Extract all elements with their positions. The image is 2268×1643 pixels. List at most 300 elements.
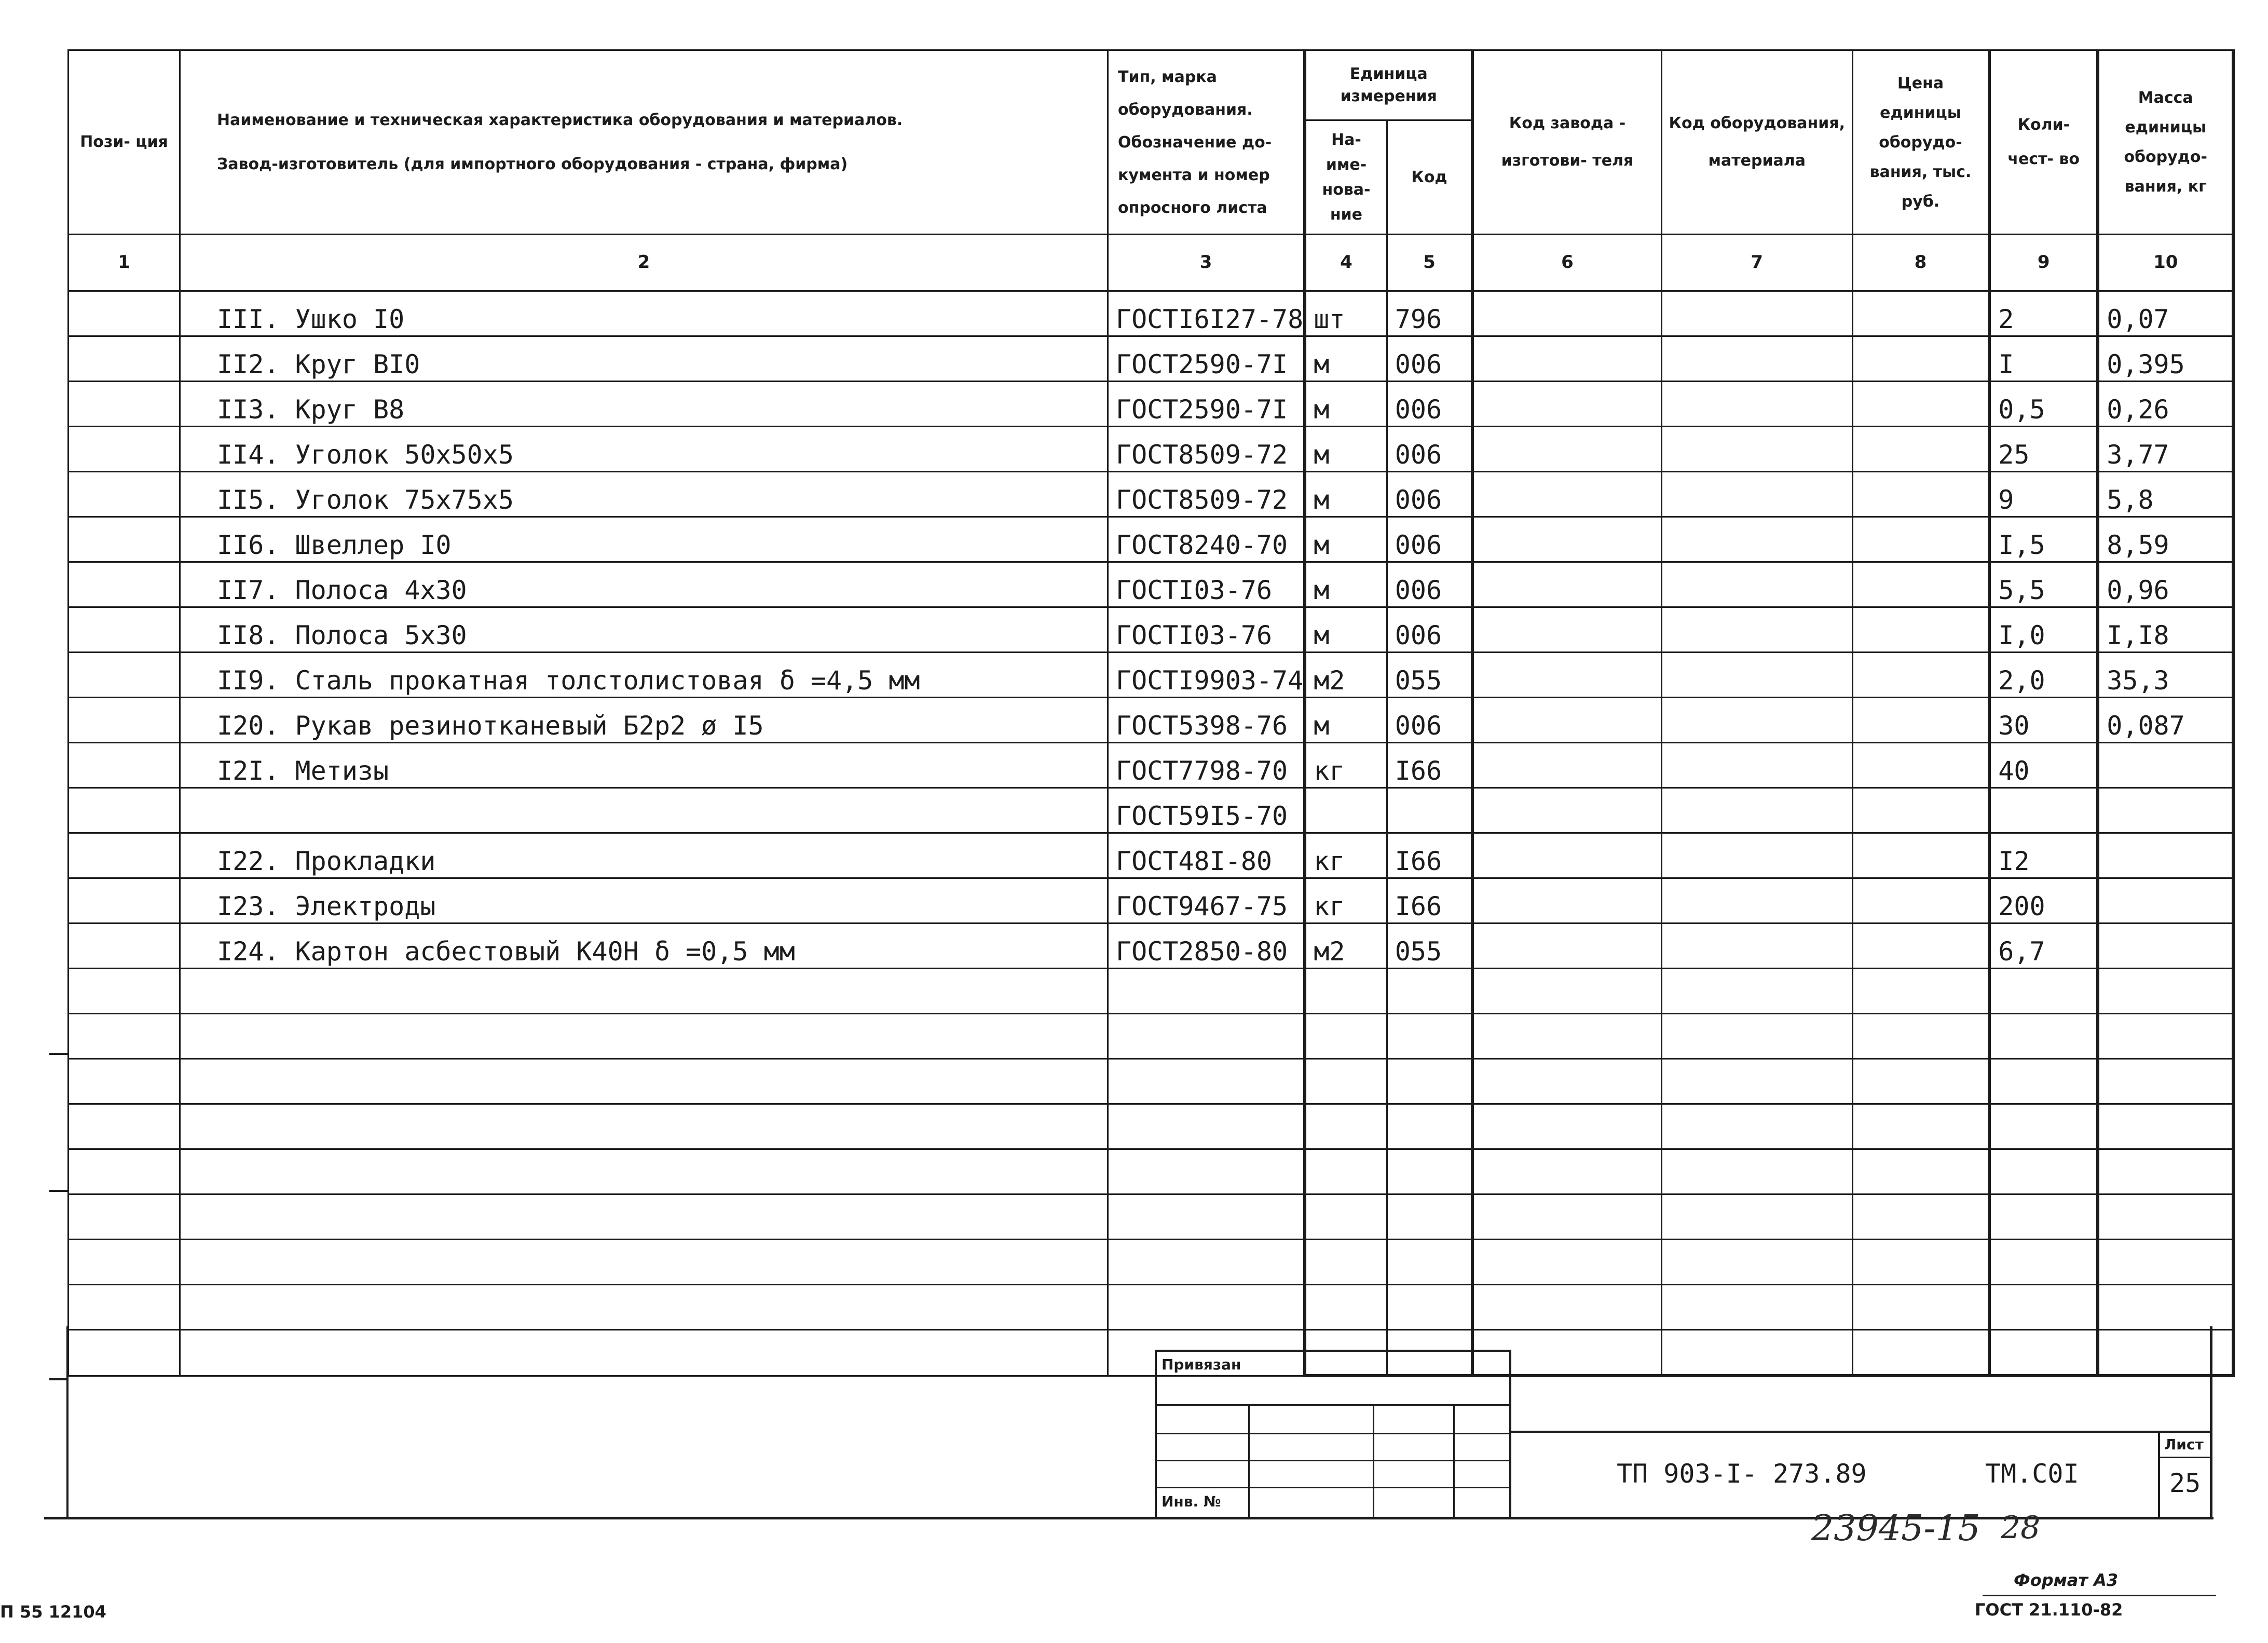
cell-unit-code	[1387, 1104, 1472, 1149]
cell-position	[69, 336, 180, 382]
colnum-1: 1	[69, 235, 180, 291]
cell-position	[69, 1059, 180, 1104]
cell-mass: 0,07	[2098, 291, 2233, 336]
cell-position	[69, 788, 180, 833]
margin-tick	[49, 1190, 67, 1192]
cell-equipment-code	[1661, 562, 1852, 607]
cell-unit	[1305, 1330, 1387, 1376]
cell-doc: ГОСТ2590-7I	[1108, 382, 1305, 427]
cell-unit-code: 006	[1387, 427, 1472, 472]
cell-doc	[1108, 1285, 1305, 1330]
cell-name	[180, 788, 1108, 833]
cell-unit-code: I66	[1387, 878, 1472, 924]
cell-quantity	[1989, 1014, 2098, 1059]
cell-equipment-code	[1661, 878, 1852, 924]
cell-unit	[1305, 969, 1387, 1014]
cell-name	[180, 1149, 1108, 1194]
cell-unit	[1305, 1104, 1387, 1149]
cell-position	[69, 924, 180, 969]
table-row	[69, 291, 2234, 336]
cell-unit: м	[1305, 517, 1387, 562]
specification-table	[67, 49, 2235, 1377]
cell-equipment-code	[1661, 382, 1852, 427]
cell-doc	[1108, 1014, 1305, 1059]
cell-unit-code: 006	[1387, 382, 1472, 427]
cell-unit	[1305, 1149, 1387, 1194]
cell-name: II6. Швеллер I0	[180, 517, 1108, 562]
cell-position	[69, 472, 180, 517]
cell-equipment-code	[1661, 427, 1852, 472]
print-code: П 55 12104	[0, 1602, 106, 1622]
cell-unit-code: 006	[1387, 517, 1472, 562]
header-factory-code: Код завода - изготови- теля	[1472, 50, 1661, 235]
cell-quantity	[1989, 1285, 2098, 1330]
cell-factory-code	[1472, 607, 1661, 653]
privyazan-label: Привязан	[1162, 1356, 1241, 1373]
cell-quantity: I2	[1989, 833, 2098, 878]
codeblock-top	[1510, 1431, 2212, 1433]
cell-unit-code: 055	[1387, 653, 1472, 698]
cell-name: II5. Уголок 75x75x5	[180, 472, 1108, 517]
cell-unit-code: 796	[1387, 291, 1472, 336]
cell-unit	[1305, 788, 1387, 833]
cell-factory-code	[1472, 562, 1661, 607]
cell-doc	[1108, 1149, 1305, 1194]
cell-quantity: 0,5	[1989, 382, 2098, 427]
cell-unit: м	[1305, 698, 1387, 743]
cell-equipment-code	[1661, 1149, 1852, 1194]
cell-mass: 5,8	[2098, 472, 2233, 517]
cell-unit	[1305, 1014, 1387, 1059]
cell-price	[1852, 1285, 1989, 1330]
cell-doc: ГОСТI03-76	[1108, 607, 1305, 653]
cell-position	[69, 607, 180, 653]
cell-unit-code	[1387, 1194, 1472, 1240]
cell-factory-code	[1472, 1330, 1661, 1376]
table-row	[69, 427, 2234, 472]
header-equipment-code: Код оборудования, материала	[1661, 50, 1852, 235]
cell-doc: ГОСТ8509-72	[1108, 472, 1305, 517]
cell-position	[69, 517, 180, 562]
cell-quantity: I,0	[1989, 607, 2098, 653]
cell-quantity	[1989, 969, 2098, 1014]
cell-price	[1852, 607, 1989, 653]
cell-quantity	[1989, 1194, 2098, 1240]
cell-mass: 0,96	[2098, 562, 2233, 607]
cell-mass	[2098, 1149, 2233, 1194]
cell-equipment-code	[1661, 336, 1852, 382]
cell-doc: ГОСТ7798-70	[1108, 743, 1305, 788]
margin-tick	[49, 1053, 67, 1055]
cell-mass: 8,59	[2098, 517, 2233, 562]
frame-right	[2210, 1326, 2212, 1518]
cell-name	[180, 969, 1108, 1014]
cell-price	[1852, 472, 1989, 517]
cell-quantity: 2	[1989, 291, 2098, 336]
table-row	[69, 1104, 2234, 1149]
table-row	[69, 743, 2234, 788]
cell-name: I2I. Метизы	[180, 743, 1108, 788]
cell-doc: ГОСТ59I5-70	[1108, 788, 1305, 833]
cell-factory-code	[1472, 833, 1661, 878]
header-position: Пози- ция	[69, 50, 180, 235]
cell-name: II3. Круг B8	[180, 382, 1108, 427]
cell-doc: ГОСТ2850-80	[1108, 924, 1305, 969]
cell-doc: ГОСТ48I-80	[1108, 833, 1305, 878]
inv-label: Инв. №	[1162, 1493, 1221, 1510]
cell-equipment-code	[1661, 1104, 1852, 1149]
cell-position	[69, 291, 180, 336]
cell-quantity: 5,5	[1989, 562, 2098, 607]
cell-equipment-code	[1661, 698, 1852, 743]
cell-equipment-code	[1661, 653, 1852, 698]
table-row	[69, 472, 2234, 517]
cell-name: II7. Полоса 4x30	[180, 562, 1108, 607]
table-row	[69, 653, 2234, 698]
cell-price	[1852, 788, 1989, 833]
privyazan-top	[1155, 1350, 1511, 1352]
cell-position	[69, 562, 180, 607]
cell-unit: м2	[1305, 924, 1387, 969]
cell-price	[1852, 924, 1989, 969]
cell-position	[69, 1104, 180, 1149]
cell-price	[1852, 382, 1989, 427]
colnum-6: 6	[1472, 235, 1661, 291]
cell-unit: м	[1305, 472, 1387, 517]
cell-equipment-code	[1661, 1014, 1852, 1059]
format-label: Формат А3	[2014, 1570, 2119, 1590]
cell-factory-code	[1472, 336, 1661, 382]
cell-factory-code	[1472, 382, 1661, 427]
cell-doc	[1108, 1194, 1305, 1240]
table-row	[69, 1194, 2234, 1240]
cell-factory-code	[1472, 1059, 1661, 1104]
cell-equipment-code	[1661, 291, 1852, 336]
cell-quantity	[1989, 1104, 2098, 1149]
cell-unit-code	[1387, 788, 1472, 833]
cell-position	[69, 382, 180, 427]
cell-quantity: I,5	[1989, 517, 2098, 562]
cell-factory-code	[1472, 878, 1661, 924]
cell-unit: кг	[1305, 878, 1387, 924]
privyazan-h2	[1155, 1433, 1511, 1434]
cell-mass	[2098, 1330, 2233, 1376]
header-name-line2: Завод-изготовитель (для импортного оборудования - страна, фирма)	[217, 155, 848, 173]
colnum-10: 10	[2098, 235, 2233, 291]
header-unit-code: Код	[1387, 120, 1472, 235]
cell-equipment-code	[1661, 1330, 1852, 1376]
cell-name: I20. Рукав резинотканевый Б2р2 ø I5	[180, 698, 1108, 743]
cell-price	[1852, 969, 1989, 1014]
cell-name	[180, 1059, 1108, 1104]
cell-quantity	[1989, 1240, 2098, 1285]
table-row	[69, 969, 2234, 1014]
cell-unit	[1305, 1240, 1387, 1285]
cell-price	[1852, 653, 1989, 698]
cell-unit-code	[1387, 1240, 1472, 1285]
cell-equipment-code	[1661, 833, 1852, 878]
cell-position	[69, 1240, 180, 1285]
colnum-9: 9	[1989, 235, 2098, 291]
cell-factory-code	[1472, 969, 1661, 1014]
cell-doc: ГОСТ2590-7I	[1108, 336, 1305, 382]
cell-doc	[1108, 1059, 1305, 1104]
cell-name	[180, 1285, 1108, 1330]
margin-tick	[49, 1378, 67, 1380]
cell-factory-code	[1472, 788, 1661, 833]
cell-doc: ГОСТ5398-76	[1108, 698, 1305, 743]
table-row	[69, 517, 2234, 562]
cell-price	[1852, 291, 1989, 336]
cell-price	[1852, 698, 1989, 743]
cell-unit-code	[1387, 1330, 1472, 1376]
cell-price	[1852, 517, 1989, 562]
cell-mass: I,I8	[2098, 607, 2233, 653]
handwritten-number: 23945-15	[1811, 1508, 1980, 1549]
cell-price	[1852, 336, 1989, 382]
sheetbox-mid	[2158, 1457, 2212, 1458]
cell-doc	[1108, 1104, 1305, 1149]
cell-price	[1852, 1014, 1989, 1059]
cell-unit: кг	[1305, 743, 1387, 788]
privyazan-h3	[1155, 1460, 1511, 1461]
privyazan-v1	[1248, 1404, 1250, 1518]
cell-doc: ГОСТ8240-70	[1108, 517, 1305, 562]
cell-doc: ГОСТ8509-72	[1108, 427, 1305, 472]
table-row	[69, 698, 2234, 743]
table-row	[69, 1330, 2234, 1376]
table-row	[69, 382, 2234, 427]
privyazan-h4	[1155, 1487, 1511, 1488]
table-row	[69, 788, 2234, 833]
cell-unit-code: 055	[1387, 924, 1472, 969]
table-row	[69, 1014, 2234, 1059]
cell-unit-code	[1387, 1059, 1472, 1104]
cell-mass	[2098, 743, 2233, 788]
cell-doc	[1108, 1240, 1305, 1285]
cell-quantity	[1989, 788, 2098, 833]
specification-body	[69, 291, 2234, 1376]
cell-mass	[2098, 1014, 2233, 1059]
cell-unit-code: 006	[1387, 698, 1472, 743]
cell-name: I23. Электроды	[180, 878, 1108, 924]
cell-quantity: I	[1989, 336, 2098, 382]
cell-factory-code	[1472, 698, 1661, 743]
cell-name: II4. Уголок 50x50x5	[180, 427, 1108, 472]
cell-quantity	[1989, 1330, 2098, 1376]
cell-name: I24. Картон асбестовый К40Н δ =0,5 мм	[180, 924, 1108, 969]
cell-position	[69, 878, 180, 924]
cell-factory-code	[1472, 1104, 1661, 1149]
cell-quantity: 9	[1989, 472, 2098, 517]
cell-position	[69, 1330, 180, 1376]
cell-quantity: 2,0	[1989, 653, 2098, 698]
cell-unit	[1305, 1194, 1387, 1240]
cell-factory-code	[1472, 1194, 1661, 1240]
sheet-label: Лист	[2164, 1436, 2204, 1453]
cell-equipment-code	[1661, 517, 1852, 562]
cell-unit-code: I66	[1387, 743, 1472, 788]
cell-price	[1852, 833, 1989, 878]
cell-name	[180, 1240, 1108, 1285]
cell-quantity	[1989, 1149, 2098, 1194]
cell-mass	[2098, 1285, 2233, 1330]
cell-unit: шт	[1305, 291, 1387, 336]
cell-mass	[2098, 969, 2233, 1014]
cell-mass: 0,087	[2098, 698, 2233, 743]
cell-factory-code	[1472, 1014, 1661, 1059]
cell-name: II8. Полоса 5x30	[180, 607, 1108, 653]
table-row	[69, 607, 2234, 653]
cell-unit	[1305, 1285, 1387, 1330]
cell-position	[69, 833, 180, 878]
table-row	[69, 562, 2234, 607]
cell-position	[69, 698, 180, 743]
cell-unit-code: 006	[1387, 562, 1472, 607]
frame-left	[66, 1326, 69, 1518]
colnum-4: 4	[1305, 235, 1387, 291]
cell-doc: ГОСТI03-76	[1108, 562, 1305, 607]
cell-unit-code	[1387, 1285, 1472, 1330]
cell-unit: м2	[1305, 653, 1387, 698]
cell-position	[69, 969, 180, 1014]
cell-mass	[2098, 1104, 2233, 1149]
cell-mass	[2098, 788, 2233, 833]
cell-unit: м	[1305, 562, 1387, 607]
cell-position	[69, 743, 180, 788]
cell-mass	[2098, 1194, 2233, 1240]
cell-unit: м	[1305, 427, 1387, 472]
cell-name	[180, 1104, 1108, 1149]
cell-mass	[2098, 1059, 2233, 1104]
cell-name: II2. Круг BI0	[180, 336, 1108, 382]
colnum-2: 2	[180, 235, 1108, 291]
cell-position	[69, 1285, 180, 1330]
cell-mass	[2098, 833, 2233, 878]
cell-price	[1852, 562, 1989, 607]
cell-doc: ГОСТ9467-75	[1108, 878, 1305, 924]
colnum-3: 3	[1108, 235, 1305, 291]
cell-equipment-code	[1661, 1240, 1852, 1285]
cell-unit-code: I66	[1387, 833, 1472, 878]
header-type: Тип, марка оборудования. Обозначение до- кумента и номер опросного листа	[1108, 50, 1305, 235]
cell-mass: 0,395	[2098, 336, 2233, 382]
handwritten-sheet: 28	[2001, 1510, 2041, 1546]
cell-unit-code	[1387, 969, 1472, 1014]
table-row	[69, 878, 2234, 924]
header-mass: Масса единицы оборудо- вания, кг	[2098, 50, 2233, 235]
cell-quantity: 40	[1989, 743, 2098, 788]
table-row	[69, 924, 2234, 969]
cell-mass: 0,26	[2098, 382, 2233, 427]
cell-name	[180, 1194, 1108, 1240]
sheet-number: 25	[2169, 1468, 2201, 1498]
privyazan-v3	[1453, 1404, 1455, 1518]
cell-price	[1852, 743, 1989, 788]
cell-factory-code	[1472, 653, 1661, 698]
cell-name	[180, 1330, 1108, 1376]
table-row	[69, 1149, 2234, 1194]
cell-name	[180, 1014, 1108, 1059]
header-price: Цена единицы оборудо- вания, тыс. руб.	[1852, 50, 1989, 235]
cell-position	[69, 653, 180, 698]
cell-mass: 35,3	[2098, 653, 2233, 698]
table-row	[69, 336, 2234, 382]
gost-label: ГОСТ 21.110-82	[1975, 1600, 2123, 1620]
cell-doc: ГОСТI9903-74	[1108, 653, 1305, 698]
cell-mass	[2098, 924, 2233, 969]
table-row	[69, 1240, 2234, 1285]
colnum-5: 5	[1387, 235, 1472, 291]
cell-factory-code	[1472, 517, 1661, 562]
cell-equipment-code	[1661, 788, 1852, 833]
cell-equipment-code	[1661, 969, 1852, 1014]
cell-mass	[2098, 878, 2233, 924]
cell-price	[1852, 1194, 1989, 1240]
cell-price	[1852, 878, 1989, 924]
table-row	[69, 1059, 2234, 1104]
cell-name: II9. Сталь прокатная толстолистовая δ =4,5 мм	[180, 653, 1108, 698]
cell-quantity: 25	[1989, 427, 2098, 472]
cell-price	[1852, 427, 1989, 472]
cell-unit-code	[1387, 1014, 1472, 1059]
cell-factory-code	[1472, 1240, 1661, 1285]
cell-unit	[1305, 1059, 1387, 1104]
cell-equipment-code	[1661, 472, 1852, 517]
cell-doc	[1108, 969, 1305, 1014]
table-row	[69, 833, 2234, 878]
section-code: ТМ.С0I	[1985, 1459, 2079, 1489]
cell-unit-code: 006	[1387, 336, 1472, 382]
cell-name: III. Ушко I0	[180, 291, 1108, 336]
header-unit-name: На- име- нова- ние	[1305, 120, 1387, 235]
cell-equipment-code	[1661, 1285, 1852, 1330]
colnum-7: 7	[1661, 235, 1852, 291]
cell-unit: м	[1305, 607, 1387, 653]
cell-position	[69, 1149, 180, 1194]
cell-position	[69, 427, 180, 472]
cell-quantity	[1989, 1059, 2098, 1104]
cell-unit: м	[1305, 336, 1387, 382]
cell-equipment-code	[1661, 1194, 1852, 1240]
cell-unit-code	[1387, 1149, 1472, 1194]
cell-quantity: 6,7	[1989, 924, 2098, 969]
cell-unit-code: 006	[1387, 472, 1472, 517]
cell-unit-code: 006	[1387, 607, 1472, 653]
cell-price	[1852, 1330, 1989, 1376]
cell-factory-code	[1472, 1285, 1661, 1330]
cell-price	[1852, 1149, 1989, 1194]
footer-line	[1983, 1595, 2216, 1596]
header-name	[180, 50, 1108, 235]
header-quantity: Коли- чест- во	[1989, 50, 2098, 235]
cell-name: I22. Прокладки	[180, 833, 1108, 878]
table-row	[69, 1285, 2234, 1330]
cell-equipment-code	[1661, 924, 1852, 969]
document-code: ТП 903-I- 273.89	[1617, 1459, 1867, 1489]
cell-position	[69, 1194, 180, 1240]
cell-equipment-code	[1661, 743, 1852, 788]
cell-price	[1852, 1059, 1989, 1104]
sheetbox-left	[2158, 1431, 2160, 1518]
cell-factory-code	[1472, 427, 1661, 472]
cell-factory-code	[1472, 472, 1661, 517]
cell-unit: кг	[1305, 833, 1387, 878]
cell-doc: ГОСТI6I27-78	[1108, 291, 1305, 336]
cell-position	[69, 1014, 180, 1059]
cell-factory-code	[1472, 924, 1661, 969]
colnum-8: 8	[1852, 235, 1989, 291]
